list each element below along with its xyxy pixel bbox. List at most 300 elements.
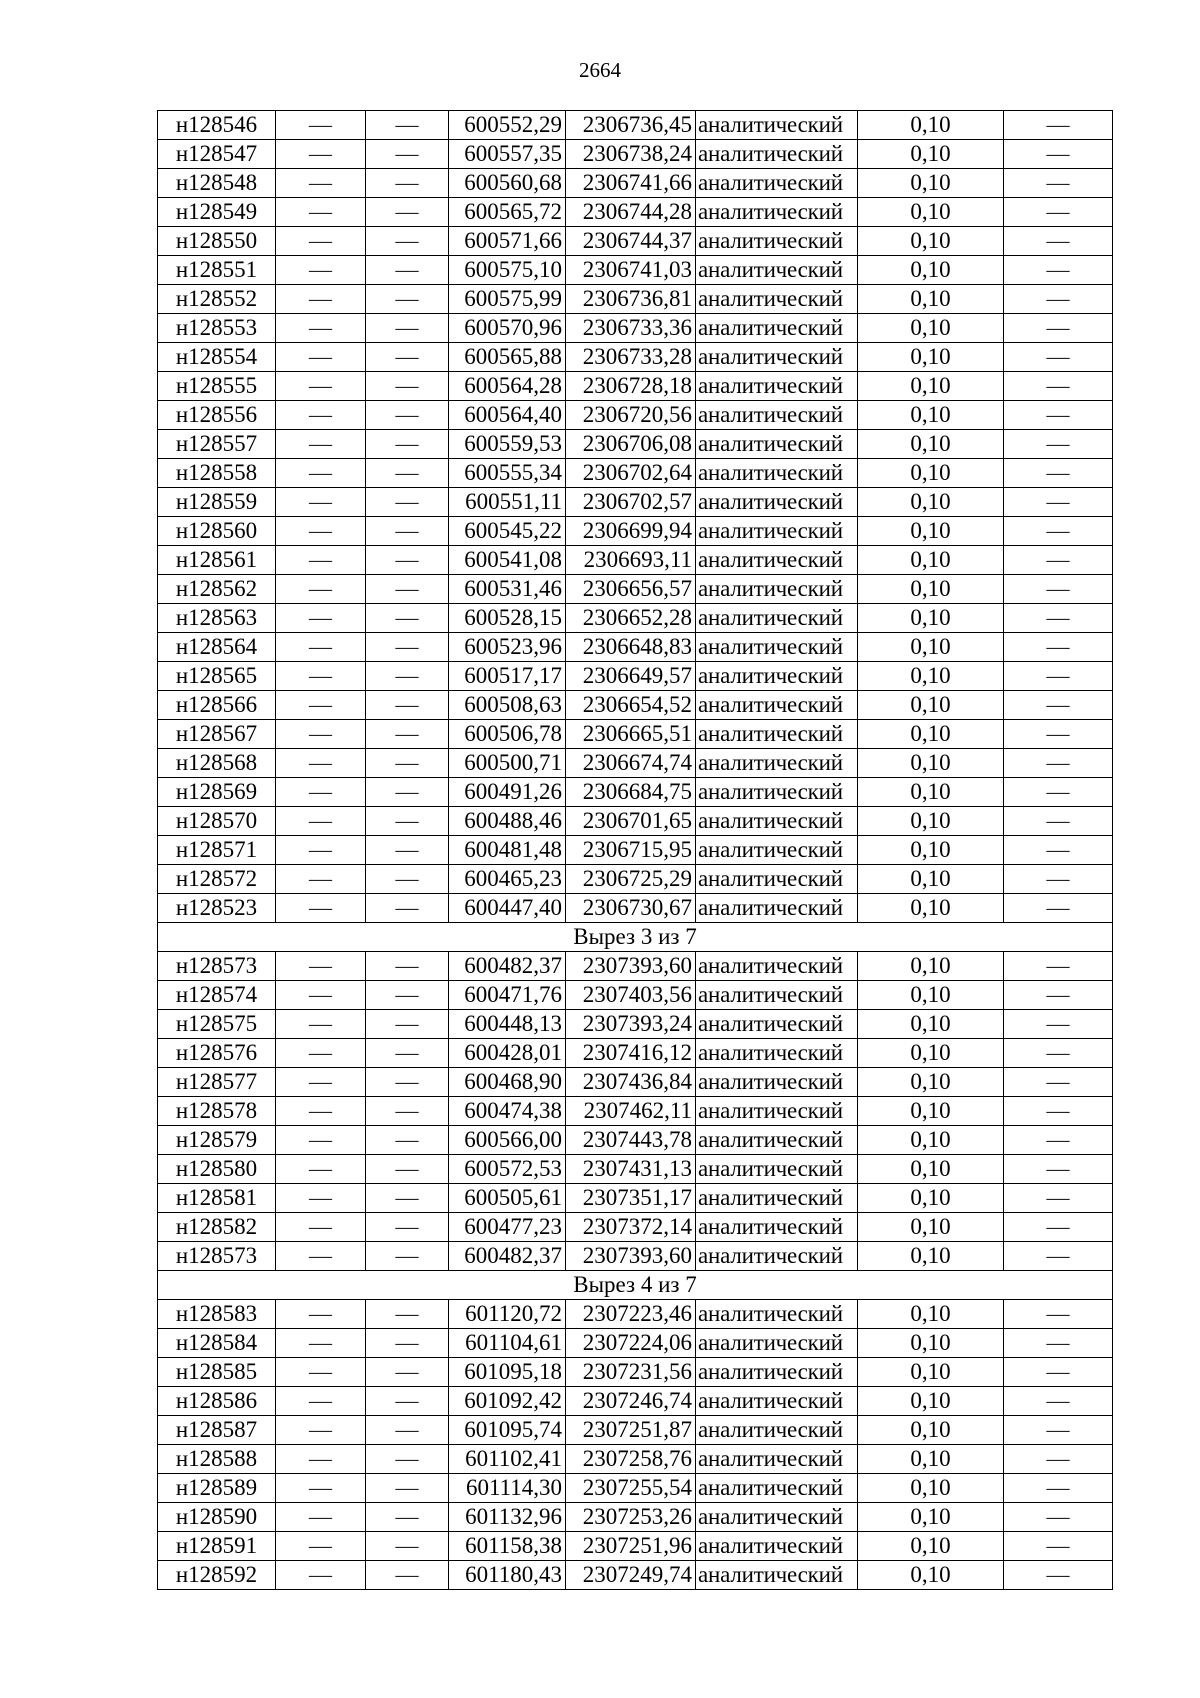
x-coordinate-cell: 600505,61 — [449, 1184, 566, 1213]
section-header-row — [158, 923, 1113, 952]
x-coordinate-cell: 600565,72 — [449, 198, 566, 227]
dash-cell: — — [366, 1474, 449, 1503]
dash-cell: — — [276, 343, 366, 372]
accuracy-cell: 0,10 — [858, 720, 1004, 749]
accuracy-cell: 0,10 — [858, 691, 1004, 720]
dash-cell: — — [366, 633, 449, 662]
method-cell: аналитический — [696, 1010, 858, 1039]
accuracy-cell: 0,10 — [858, 285, 1004, 314]
table-row — [158, 111, 1113, 140]
method-cell: аналитический — [696, 314, 858, 343]
point-name-cell: н128571 — [158, 836, 276, 865]
method-cell: аналитический — [696, 1358, 858, 1387]
method-cell: аналитический — [696, 720, 858, 749]
table-row — [158, 1445, 1113, 1474]
accuracy-cell: 0,10 — [858, 256, 1004, 285]
point-name-cell: н128581 — [158, 1184, 276, 1213]
point-name-cell: н128567 — [158, 720, 276, 749]
dash-cell: — — [1004, 836, 1113, 865]
dash-cell: — — [1004, 807, 1113, 836]
table-row — [158, 1561, 1113, 1590]
y-coordinate-cell: 2306701,65 — [566, 807, 696, 836]
method-cell: аналитический — [696, 372, 858, 401]
method-cell: аналитический — [696, 227, 858, 256]
table-row — [158, 227, 1113, 256]
dash-cell: — — [276, 430, 366, 459]
y-coordinate-cell: 2306744,37 — [566, 227, 696, 256]
point-name-cell: н128552 — [158, 285, 276, 314]
dash-cell: — — [1004, 1532, 1113, 1561]
x-coordinate-cell: 600477,23 — [449, 1213, 566, 1242]
dash-cell: — — [276, 894, 366, 923]
dash-cell: — — [1004, 952, 1113, 981]
method-cell: аналитический — [696, 1213, 858, 1242]
point-name-cell: н128584 — [158, 1329, 276, 1358]
point-name-cell: н128549 — [158, 198, 276, 227]
x-coordinate-cell: 600482,37 — [449, 1242, 566, 1271]
accuracy-cell: 0,10 — [858, 372, 1004, 401]
y-coordinate-cell: 2306736,45 — [566, 111, 696, 140]
accuracy-cell: 0,10 — [858, 1010, 1004, 1039]
table-row — [158, 1039, 1113, 1068]
table-row — [158, 865, 1113, 894]
accuracy-cell: 0,10 — [858, 807, 1004, 836]
y-coordinate-cell: 2307436,84 — [566, 1068, 696, 1097]
point-name-cell: н128562 — [158, 575, 276, 604]
y-coordinate-cell: 2307258,76 — [566, 1445, 696, 1474]
method-cell: аналитический — [696, 749, 858, 778]
method-cell: аналитический — [696, 401, 858, 430]
dash-cell: — — [276, 372, 366, 401]
method-cell: аналитический — [696, 1242, 858, 1271]
dash-cell: — — [366, 1358, 449, 1387]
dash-cell: — — [276, 662, 366, 691]
dash-cell: — — [366, 749, 449, 778]
point-name-cell: н128588 — [158, 1445, 276, 1474]
dash-cell: — — [1004, 1097, 1113, 1126]
method-cell: аналитический — [696, 952, 858, 981]
dash-cell: — — [366, 1300, 449, 1329]
table-row — [158, 1010, 1113, 1039]
y-coordinate-cell: 2306654,52 — [566, 691, 696, 720]
dash-cell: — — [1004, 169, 1113, 198]
y-coordinate-cell: 2307393,60 — [566, 952, 696, 981]
dash-cell: — — [366, 227, 449, 256]
table-row — [158, 1068, 1113, 1097]
table-row — [158, 836, 1113, 865]
accuracy-cell: 0,10 — [858, 1242, 1004, 1271]
dash-cell: — — [366, 1561, 449, 1590]
dash-cell: — — [276, 546, 366, 575]
method-cell: аналитический — [696, 1300, 858, 1329]
accuracy-cell: 0,10 — [858, 488, 1004, 517]
dash-cell: — — [1004, 488, 1113, 517]
point-name-cell: н128555 — [158, 372, 276, 401]
point-name-cell: н128578 — [158, 1097, 276, 1126]
x-coordinate-cell: 600488,46 — [449, 807, 566, 836]
dash-cell: — — [366, 1387, 449, 1416]
dash-cell: — — [276, 1184, 366, 1213]
accuracy-cell: 0,10 — [858, 314, 1004, 343]
dash-cell: — — [1004, 517, 1113, 546]
method-cell: аналитический — [696, 894, 858, 923]
y-coordinate-cell: 2307251,96 — [566, 1532, 696, 1561]
dash-cell: — — [276, 865, 366, 894]
table-row — [158, 546, 1113, 575]
table-row — [158, 169, 1113, 198]
x-coordinate-cell: 600555,34 — [449, 459, 566, 488]
accuracy-cell: 0,10 — [858, 1416, 1004, 1445]
dash-cell: — — [1004, 1213, 1113, 1242]
x-coordinate-cell: 600575,10 — [449, 256, 566, 285]
table-row — [158, 401, 1113, 430]
x-coordinate-cell: 600428,01 — [449, 1039, 566, 1068]
dash-cell: — — [276, 1416, 366, 1445]
accuracy-cell: 0,10 — [858, 140, 1004, 169]
dash-cell: — — [1004, 111, 1113, 140]
y-coordinate-cell: 2306725,29 — [566, 865, 696, 894]
x-coordinate-cell: 600500,71 — [449, 749, 566, 778]
dash-cell: — — [276, 169, 366, 198]
point-name-cell: н128573 — [158, 1242, 276, 1271]
dash-cell: — — [276, 517, 366, 546]
x-coordinate-cell: 600517,17 — [449, 662, 566, 691]
method-cell: аналитический — [696, 488, 858, 517]
y-coordinate-cell: 2306693,11 — [566, 546, 696, 575]
method-cell: аналитический — [696, 169, 858, 198]
x-coordinate-cell: 601092,42 — [449, 1387, 566, 1416]
point-name-cell: н128547 — [158, 140, 276, 169]
method-cell: аналитический — [696, 778, 858, 807]
point-name-cell: н128587 — [158, 1416, 276, 1445]
dash-cell: — — [276, 1445, 366, 1474]
x-coordinate-cell: 600570,96 — [449, 314, 566, 343]
accuracy-cell: 0,10 — [858, 1532, 1004, 1561]
accuracy-cell: 0,10 — [858, 865, 1004, 894]
dash-cell: — — [276, 1213, 366, 1242]
method-cell: аналитический — [696, 807, 858, 836]
dash-cell: — — [1004, 546, 1113, 575]
accuracy-cell: 0,10 — [858, 1097, 1004, 1126]
table-row — [158, 1474, 1113, 1503]
dash-cell: — — [366, 1126, 449, 1155]
dash-cell: — — [1004, 459, 1113, 488]
dash-cell: — — [276, 575, 366, 604]
y-coordinate-cell: 2307246,74 — [566, 1387, 696, 1416]
table-row — [158, 749, 1113, 778]
dash-cell: — — [276, 140, 366, 169]
dash-cell: — — [366, 952, 449, 981]
accuracy-cell: 0,10 — [858, 343, 1004, 372]
dash-cell: — — [1004, 1126, 1113, 1155]
x-coordinate-cell: 600557,35 — [449, 140, 566, 169]
method-cell: аналитический — [696, 1068, 858, 1097]
accuracy-cell: 0,10 — [858, 459, 1004, 488]
dash-cell: — — [366, 111, 449, 140]
table-row — [158, 459, 1113, 488]
dash-cell: — — [1004, 198, 1113, 227]
dash-cell: — — [276, 981, 366, 1010]
accuracy-cell: 0,10 — [858, 1126, 1004, 1155]
x-coordinate-cell: 600471,76 — [449, 981, 566, 1010]
dash-cell: — — [1004, 430, 1113, 459]
method-cell: аналитический — [696, 1445, 858, 1474]
y-coordinate-cell: 2307255,54 — [566, 1474, 696, 1503]
section-label: Вырез 3 из 7 — [158, 923, 1113, 952]
method-cell: аналитический — [696, 1097, 858, 1126]
table-row — [158, 952, 1113, 981]
dash-cell: — — [276, 604, 366, 633]
dash-cell: — — [276, 314, 366, 343]
table-row — [158, 1213, 1113, 1242]
y-coordinate-cell: 2306741,03 — [566, 256, 696, 285]
dash-cell: — — [366, 1329, 449, 1358]
x-coordinate-cell: 601114,30 — [449, 1474, 566, 1503]
table-row — [158, 633, 1113, 662]
dash-cell: — — [276, 1300, 366, 1329]
y-coordinate-cell: 2306715,95 — [566, 836, 696, 865]
y-coordinate-cell: 2306741,66 — [566, 169, 696, 198]
table-row — [158, 256, 1113, 285]
x-coordinate-cell: 600523,96 — [449, 633, 566, 662]
accuracy-cell: 0,10 — [858, 981, 1004, 1010]
accuracy-cell: 0,10 — [858, 546, 1004, 575]
y-coordinate-cell: 2307223,46 — [566, 1300, 696, 1329]
y-coordinate-cell: 2306702,64 — [566, 459, 696, 488]
y-coordinate-cell: 2306733,28 — [566, 343, 696, 372]
dash-cell: — — [1004, 662, 1113, 691]
dash-cell: — — [276, 1068, 366, 1097]
point-name-cell: н128589 — [158, 1474, 276, 1503]
accuracy-cell: 0,10 — [858, 662, 1004, 691]
y-coordinate-cell: 2306684,75 — [566, 778, 696, 807]
table-row — [158, 285, 1113, 314]
accuracy-cell: 0,10 — [858, 1300, 1004, 1329]
method-cell: аналитический — [696, 575, 858, 604]
x-coordinate-cell: 601120,72 — [449, 1300, 566, 1329]
dash-cell: — — [366, 430, 449, 459]
method-cell: аналитический — [696, 459, 858, 488]
method-cell: аналитический — [696, 517, 858, 546]
accuracy-cell: 0,10 — [858, 198, 1004, 227]
dash-cell: — — [1004, 401, 1113, 430]
dash-cell: — — [366, 285, 449, 314]
method-cell: аналитический — [696, 285, 858, 314]
dash-cell: — — [276, 1242, 366, 1271]
point-name-cell: н128551 — [158, 256, 276, 285]
x-coordinate-cell: 600506,78 — [449, 720, 566, 749]
method-cell: аналитический — [696, 1329, 858, 1358]
y-coordinate-cell: 2307351,17 — [566, 1184, 696, 1213]
dash-cell: — — [366, 894, 449, 923]
x-coordinate-cell: 600481,48 — [449, 836, 566, 865]
dash-cell: — — [1004, 1416, 1113, 1445]
dash-cell: — — [366, 1039, 449, 1068]
accuracy-cell: 0,10 — [858, 1387, 1004, 1416]
x-coordinate-cell: 600508,63 — [449, 691, 566, 720]
point-name-cell: н128564 — [158, 633, 276, 662]
accuracy-cell: 0,10 — [858, 1474, 1004, 1503]
y-coordinate-cell: 2307393,24 — [566, 1010, 696, 1039]
y-coordinate-cell: 2306738,24 — [566, 140, 696, 169]
point-name-cell: н128556 — [158, 401, 276, 430]
x-coordinate-cell: 601158,38 — [449, 1532, 566, 1561]
dash-cell: — — [366, 169, 449, 198]
y-coordinate-cell: 2306728,18 — [566, 372, 696, 401]
dash-cell: — — [366, 1155, 449, 1184]
dash-cell: — — [1004, 604, 1113, 633]
point-name-cell: н128563 — [158, 604, 276, 633]
method-cell: аналитический — [696, 1126, 858, 1155]
accuracy-cell: 0,10 — [858, 1329, 1004, 1358]
x-coordinate-cell: 600571,66 — [449, 227, 566, 256]
dash-cell: — — [366, 198, 449, 227]
x-coordinate-cell: 600572,53 — [449, 1155, 566, 1184]
dash-cell: — — [276, 720, 366, 749]
x-coordinate-cell: 600465,23 — [449, 865, 566, 894]
dash-cell: — — [366, 517, 449, 546]
point-name-cell: н128560 — [158, 517, 276, 546]
dash-cell: — — [1004, 749, 1113, 778]
table-row — [158, 198, 1113, 227]
point-name-cell: н128575 — [158, 1010, 276, 1039]
point-name-cell: н128568 — [158, 749, 276, 778]
method-cell: аналитический — [696, 198, 858, 227]
x-coordinate-cell: 601132,96 — [449, 1503, 566, 1532]
dash-cell: — — [366, 865, 449, 894]
dash-cell: — — [366, 1416, 449, 1445]
accuracy-cell: 0,10 — [858, 430, 1004, 459]
dash-cell: — — [1004, 1387, 1113, 1416]
table-row — [158, 140, 1113, 169]
accuracy-cell: 0,10 — [858, 227, 1004, 256]
x-coordinate-cell: 600560,68 — [449, 169, 566, 198]
y-coordinate-cell: 2307231,56 — [566, 1358, 696, 1387]
dash-cell: — — [1004, 575, 1113, 604]
dash-cell: — — [276, 111, 366, 140]
dash-cell: — — [276, 1503, 366, 1532]
dash-cell: — — [276, 836, 366, 865]
page-number: 2664 — [579, 58, 621, 82]
table-row — [158, 1097, 1113, 1126]
point-name-cell: н128569 — [158, 778, 276, 807]
table-row — [158, 807, 1113, 836]
dash-cell: — — [1004, 1039, 1113, 1068]
dash-cell: — — [1004, 1358, 1113, 1387]
point-name-cell: н128576 — [158, 1039, 276, 1068]
dash-cell: — — [1004, 227, 1113, 256]
method-cell: аналитический — [696, 256, 858, 285]
table-row — [158, 1126, 1113, 1155]
dash-cell: — — [1004, 633, 1113, 662]
dash-cell: — — [1004, 314, 1113, 343]
x-coordinate-cell: 600482,37 — [449, 952, 566, 981]
accuracy-cell: 0,10 — [858, 1184, 1004, 1213]
dash-cell: — — [1004, 285, 1113, 314]
dash-cell: — — [366, 401, 449, 430]
table-row — [158, 1503, 1113, 1532]
point-name-cell: н128561 — [158, 546, 276, 575]
x-coordinate-cell: 600474,38 — [449, 1097, 566, 1126]
accuracy-cell: 0,10 — [858, 1503, 1004, 1532]
accuracy-cell: 0,10 — [858, 894, 1004, 923]
dash-cell: — — [276, 1329, 366, 1358]
method-cell: аналитический — [696, 1561, 858, 1590]
x-coordinate-cell: 600559,53 — [449, 430, 566, 459]
dash-cell: — — [276, 807, 366, 836]
accuracy-cell: 0,10 — [858, 1155, 1004, 1184]
point-name-cell: н128558 — [158, 459, 276, 488]
dash-cell: — — [366, 459, 449, 488]
point-name-cell: н128577 — [158, 1068, 276, 1097]
dash-cell: — — [1004, 1561, 1113, 1590]
method-cell: аналитический — [696, 633, 858, 662]
y-coordinate-cell: 2306665,51 — [566, 720, 696, 749]
dash-cell: — — [276, 1039, 366, 1068]
y-coordinate-cell: 2306649,57 — [566, 662, 696, 691]
point-name-cell: н128573 — [158, 952, 276, 981]
x-coordinate-cell: 601095,74 — [449, 1416, 566, 1445]
y-coordinate-cell: 2306652,28 — [566, 604, 696, 633]
point-name-cell: н128590 — [158, 1503, 276, 1532]
accuracy-cell: 0,10 — [858, 401, 1004, 430]
dash-cell: — — [366, 140, 449, 169]
x-coordinate-cell: 600541,08 — [449, 546, 566, 575]
y-coordinate-cell: 2307249,74 — [566, 1561, 696, 1590]
accuracy-cell: 0,10 — [858, 1039, 1004, 1068]
y-coordinate-cell: 2307416,12 — [566, 1039, 696, 1068]
dash-cell: — — [366, 720, 449, 749]
point-name-cell: н128550 — [158, 227, 276, 256]
dash-cell: — — [276, 1474, 366, 1503]
dash-cell: — — [1004, 372, 1113, 401]
point-name-cell: н128548 — [158, 169, 276, 198]
dash-cell: — — [276, 198, 366, 227]
accuracy-cell: 0,10 — [858, 633, 1004, 662]
dash-cell: — — [276, 1358, 366, 1387]
dash-cell: — — [1004, 1474, 1113, 1503]
dash-cell: — — [366, 1097, 449, 1126]
accuracy-cell: 0,10 — [858, 1445, 1004, 1474]
dash-cell: — — [276, 401, 366, 430]
table-row — [158, 1300, 1113, 1329]
dash-cell: — — [1004, 1445, 1113, 1474]
y-coordinate-cell: 2307251,87 — [566, 1416, 696, 1445]
method-cell: аналитический — [696, 343, 858, 372]
x-coordinate-cell: 600528,15 — [449, 604, 566, 633]
dash-cell: — — [366, 1213, 449, 1242]
table-row — [158, 1416, 1113, 1445]
accuracy-cell: 0,10 — [858, 836, 1004, 865]
dash-cell: — — [366, 691, 449, 720]
dash-cell: — — [276, 227, 366, 256]
dash-cell: — — [1004, 778, 1113, 807]
section-header-row — [158, 1271, 1113, 1300]
y-coordinate-cell: 2306706,08 — [566, 430, 696, 459]
point-name-cell: н128579 — [158, 1126, 276, 1155]
table-row — [158, 575, 1113, 604]
dash-cell: — — [366, 604, 449, 633]
accuracy-cell: 0,10 — [858, 575, 1004, 604]
dash-cell: — — [366, 807, 449, 836]
accuracy-cell: 0,10 — [858, 952, 1004, 981]
x-coordinate-cell: 600447,40 — [449, 894, 566, 923]
table-row — [158, 430, 1113, 459]
table-row — [158, 604, 1113, 633]
table-row — [158, 1387, 1113, 1416]
method-cell: аналитический — [696, 604, 858, 633]
dash-cell: — — [276, 1155, 366, 1184]
